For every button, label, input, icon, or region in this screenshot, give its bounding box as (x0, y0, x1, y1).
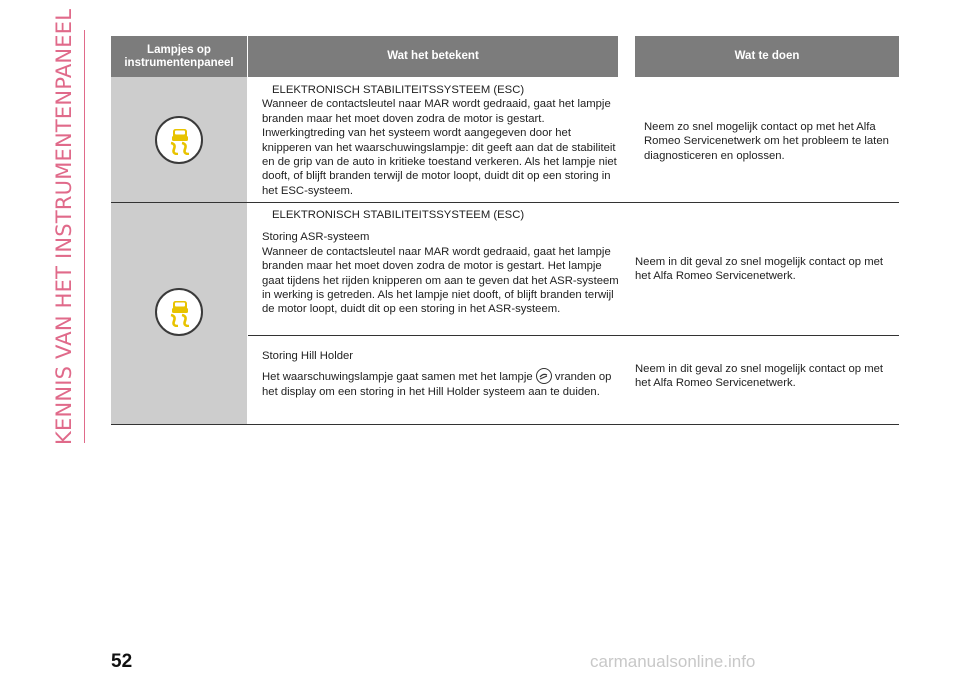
section-title-vertical: KENNIS VAN HET INSTRUMENTENPANEEL (52, 8, 76, 445)
body-text: vranden op het display om een storing in het Hill Holder systeem aan te duiden. (262, 371, 612, 398)
action-cell (635, 255, 899, 284)
table-bottom-rule (111, 424, 899, 425)
watermark: carmanualsonline.info (590, 652, 756, 671)
row-body: Wanneer de contactsleutel naar MAR wordt gedraaid, gaat het lampje branden maar het moet doven zodra de motor is gestart. Inwerkingtreding van het systeem wordt aangegeven door het knipperen van het waarschuwingslampje: dit geeft aan dat de stabiliteit en de grip van de auto in kritieke toestand verkeren. Als het lampje niet dooft, of blijft branden terwijl de motor loopt, duidt dit op een storing in het ESC-systeem. (262, 98, 617, 197)
table-row (111, 203, 899, 425)
body-text: Het waarschuwingslampje gaat samen met het lampje (262, 371, 533, 384)
action-cell (635, 362, 899, 391)
icon-cell (111, 77, 247, 203)
header-col-meaning: Wat het betekent (248, 36, 618, 77)
meaning-cell (262, 349, 618, 399)
table-header (111, 36, 899, 77)
row-title: ELEKTRONISCH STABILITEITSSYSTEEM (ESC) (272, 84, 525, 96)
row-divider (248, 335, 899, 336)
header-col-lights: Lampjes op instrumentenpaneel (111, 36, 247, 77)
row-body: Wanneer de contactsleutel naar MAR wordt gedraaid, gaat het lampje branden maar het moet doven zodra de motor is gestart. Het lampje gaat tijdens het rijden knipperen om aan te geven dat het ASR-systeem in werking is getreden. Als het lampje niet dooft, of blijft branden terwijl de motor loopt, duidt dit op een storing in het ASR-systeem. (262, 245, 619, 316)
row-body (262, 368, 618, 399)
page-number: 52 (111, 651, 133, 672)
meaning-cell (262, 83, 621, 198)
icon-cell (111, 203, 247, 425)
meaning-cell (262, 208, 621, 317)
section-divider (84, 30, 85, 443)
header-col-action: Wat te doen (635, 36, 899, 77)
action-cell (635, 120, 899, 163)
esc-skid-icon (155, 288, 203, 336)
action-text: Neem in dit geval zo snel mogelijk contact op met het Alfa Romeo Servicenetwerk. (635, 363, 884, 390)
action-text: Neem zo snel mogelijk contact op met het Alfa Romeo Servicenetwerk om het probleem te laten diagnosticeren en oplossen. (644, 121, 889, 162)
row-subtitle: Storing Hill Holder (262, 350, 354, 362)
warning-lights-table (111, 36, 899, 425)
table-row (111, 77, 899, 203)
row-subtitle: Storing ASR-systeem (262, 231, 370, 244)
row-title: ELEKTRONISCH STABILITEITSSYSTEEM (ESC) (272, 209, 525, 221)
hill-holder-icon (536, 368, 552, 384)
esc-skid-icon (155, 116, 203, 164)
action-text: Neem in dit geval zo snel mogelijk contact op met het Alfa Romeo Servicenetwerk. (635, 256, 884, 283)
